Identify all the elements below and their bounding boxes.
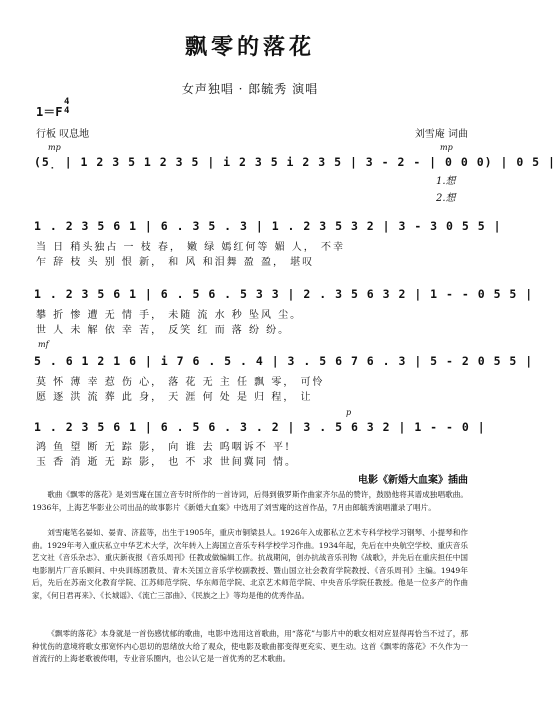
lyric-line-8: 玉 香 消 逝 无 踪 影， 也 不 求 世间冀同 情。 bbox=[36, 457, 297, 468]
score-line-3: 1 . 2 3 5 6 1 | 6 . 5 6 . 5 3 3 | 2 . 3 5 6 3 2 | 1 - - 0 5 5 | bbox=[34, 287, 534, 301]
composer-credit: 刘雪庵 词曲 bbox=[414, 129, 468, 140]
time-signature-bottom: 4 bbox=[64, 106, 70, 116]
intro-paragraph: 歌曲《飘零的落花》是刘雪庵在国立音专时所作的一首诗词，后得到俄罗斯作曲家齐尔品的赞许，鼓励他将其谱成独唱歌曲。1936年，上海艺华影业公司出品的故事影片《新婚大血案》中选用了刘雪庵的这首作品，7月由郎毓秀演唱灌录了唱片。 bbox=[32, 490, 468, 512]
verse-marker-1: 1.想 bbox=[436, 176, 456, 187]
time-signature bbox=[64, 98, 69, 116]
key-signature: 1＝F bbox=[36, 105, 63, 119]
biography-paragraph: 刘雪庵笔名晏如、晏青、济蓝等，出生于1905年，重庆市铜梁县人。1926年入成都私立艺术专科学校学习钢琴、小提琴和作曲。1929年考入重庆私立中华艺术大学，次年转入上海国立音乐专科学校学习作曲。1934年起，先后在中央航空学校、重庆音乐艺文社《音乐杂志》、重庆新夜报《音乐周刊》任教或做编辑工作。抗战期间，创办抗战音乐刊物《战歌》，并先后在重庆担任中国电影制片厂音乐顾问、中央训练团教员、青木关国立音乐学校副教授、暨山国立社会教育学院教授、《音乐周刊》主编。1949年后，先后在苏南文化教育学院、江苏师范学院、华东师范学院、北京艺术师范学院、中央音乐学院任教授。他是一位多产的作曲家，《何日君再来》、《长城谣》、《流亡三部曲》、《民族之上》等均是他的优秀作品。 bbox=[32, 528, 468, 600]
lyric-line-2: 乍 辞 枝 头 别 恨 新， 和 风 和泪舞 盈 盈， 堪叹 bbox=[36, 257, 315, 268]
dynamic-mf: mf bbox=[38, 340, 49, 349]
dynamic-mp-intro: mp bbox=[48, 143, 61, 152]
dynamic-p: p bbox=[346, 408, 352, 417]
score-line-4: 5 . 6 1 2 1 6 | i 7 6 . 5 . 4 | 3 . 5 6 7 6 . 3 | 5 - 2 0 5 5 | bbox=[34, 354, 534, 368]
lyric-line-4: 世 人 未 解 依 幸 苦， 反笑 红 而 落 纷 纷。 bbox=[36, 325, 291, 336]
dynamic-mp-entry: mp bbox=[440, 143, 453, 152]
lyric-line-5: 莫 怀 薄 幸 惹 伤 心， 落 花 无 主 任 飘 零， 可怜 bbox=[36, 377, 325, 388]
score-line-2: 1 . 2 3 5 6 1 | 6 . 3 5 . 3 | 1 . 2 3 5 3 2 | 3 - 3 0 5 5 | bbox=[34, 219, 502, 233]
tempo-marking: 行板 叹息地 bbox=[36, 129, 90, 140]
lyric-line-1: 当 日 稍头独占 一 枝 春， 嫩 绿 嫣红何等 媚 人， 不幸 bbox=[36, 242, 345, 253]
analysis-paragraph: 《飘零的落花》本身就是一首伤感忧郁的歌曲，电影中选用这首歌曲，用“落花”与影片中的歌女相对应显得再恰当不过了，那种忧伤的意境将歌女那宽怀内心思切的思绪放大给了观众，使电影及歌曲都变得更充实、更生动。这首《飘零的落花》不久作为一首流行的上海老歌被传唱，专业音乐圈内，也公认它是一首优秀的艺术歌曲。 bbox=[32, 629, 468, 664]
time-signature-top: 4 bbox=[64, 97, 70, 107]
lyric-line-6: 愿 逐 洪 流 葬 此 身， 天 涯 何 处 是 归 程， 让 bbox=[36, 392, 313, 403]
verse-marker-2: 2.想 bbox=[436, 193, 456, 204]
score-line-1: (5̣ | 1 2 3 5 1 2 3 5 | i 2 3 5 i 2 3 5 | 3 - 2 - | 0 0 0) | 0 5 | bbox=[34, 155, 556, 169]
lyric-line-3: 攀 折 惨 遭 无 情 手， 未随 流 水 秒 坠风 尘。 bbox=[36, 310, 303, 321]
song-subtitle: 女声独唱 · 郎毓秀 演唱 bbox=[181, 82, 319, 96]
song-title: 飘零的落花 bbox=[184, 34, 315, 60]
lyric-line-7: 鸿 鱼 望 断 无 踪 影， 向 谁 去 呜咽诉不 平! bbox=[36, 442, 291, 453]
film-insert-note: 电影《新婚大血案》插曲 bbox=[358, 475, 468, 486]
score-line-5: 1 . 2 3 5 6 1 | 6 . 5 6 . 3 . 2 | 3 . 5 6 3 2 | 1 - - 0 | bbox=[34, 420, 486, 434]
